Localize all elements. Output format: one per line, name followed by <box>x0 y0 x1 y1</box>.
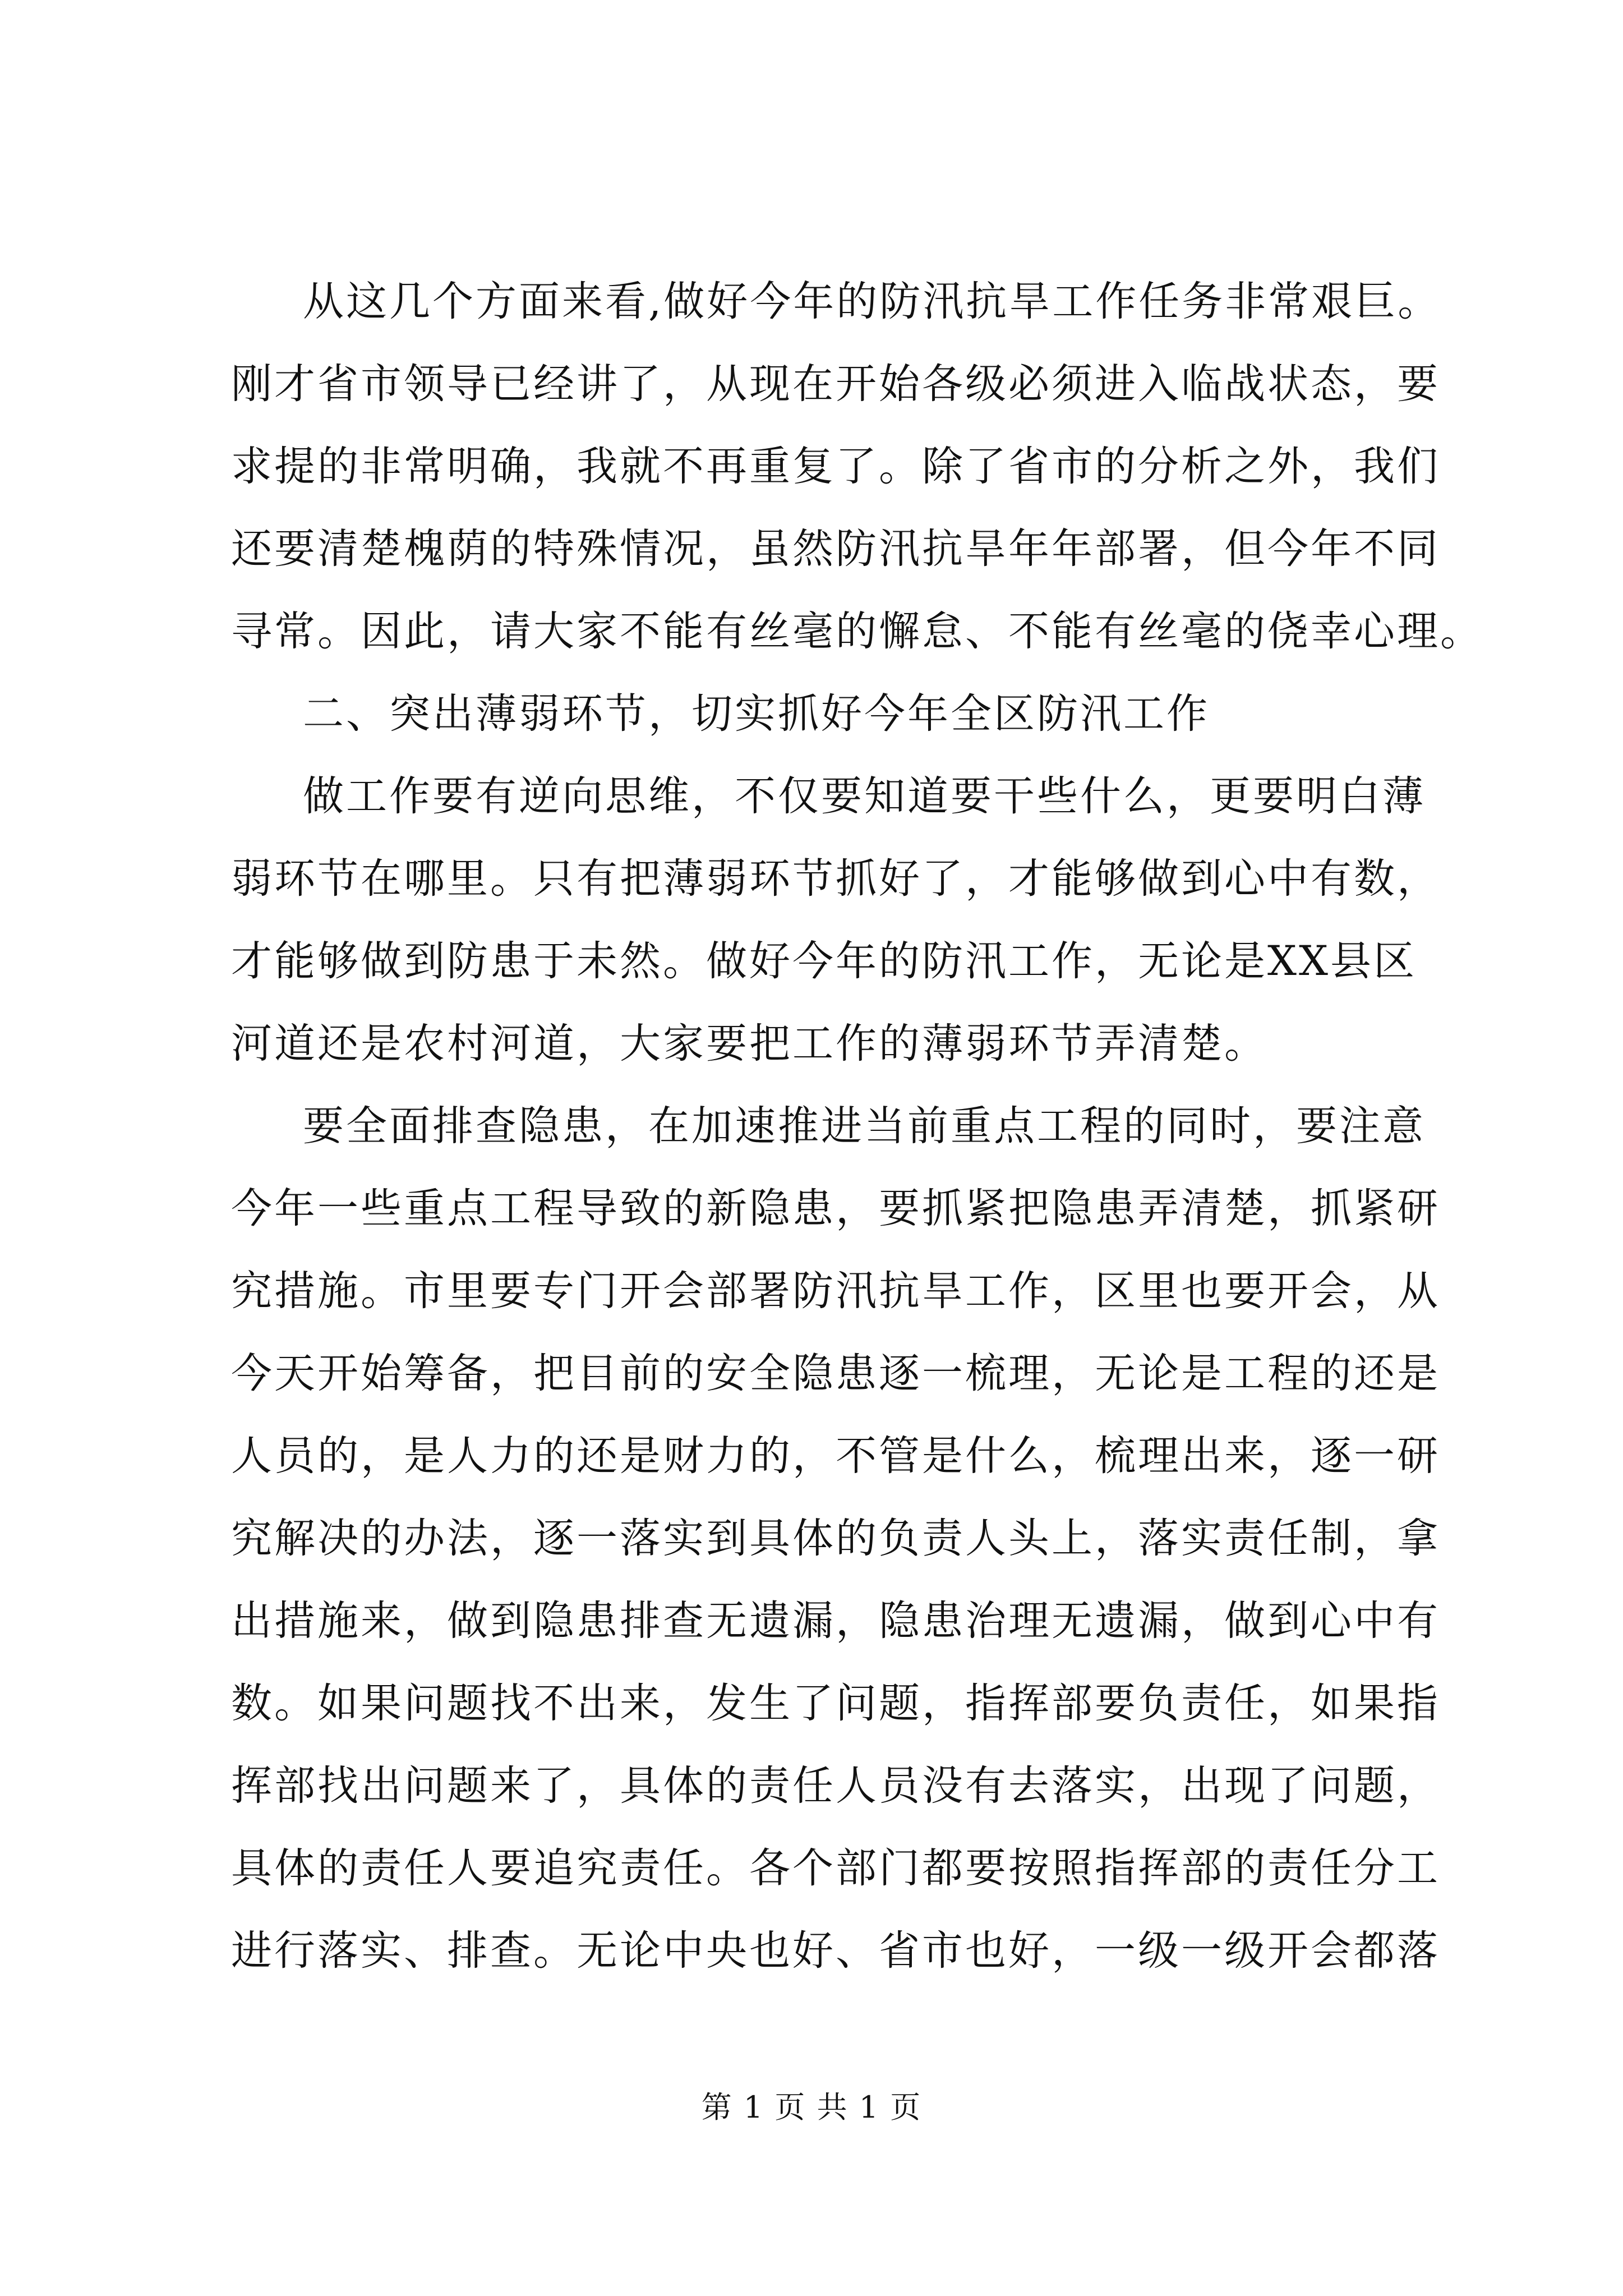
page-footer: 第 1 页 共 1 页 <box>701 2090 922 2125</box>
text-line-19: 挥部找出问题来了，具体的责任人员没有去落实，出现了问题， <box>231 1762 1440 1810</box>
text-line-7: 做工作要有逆向思维，不仅要知道要干些什么，更要明白薄 <box>303 772 1426 820</box>
text-line-13: 究措施。市里要专门开会部署防汛抗旱工作，区里也要开会，从 <box>231 1267 1440 1315</box>
text-line-18: 数。如果问题找不出来，发生了问题，指挥部要负责任，如果指 <box>231 1680 1440 1727</box>
text-line-11: 要全面排查隐患，在加速推进当前重点工程的同时，要注意 <box>303 1102 1426 1150</box>
text-line-8: 弱环节在哪里。只有把薄弱环节抓好了，才能够做到心中有数， <box>231 855 1440 903</box>
text-line-10: 河道还是农村河道，大家要把工作的薄弱环节弄清楚。 <box>231 1020 1267 1068</box>
text-line-16: 究解决的办法，逐一落实到具体的负责人头上，落实责任制，拿 <box>231 1515 1440 1562</box>
text-line-9: 才能够做到防患于未然。做好今年的防汛工作，无论是XX县区 <box>231 937 1417 985</box>
text-line-12: 今年一些重点工程导致的新隐患，要抓紧把隐患弄清楚，抓紧研 <box>231 1185 1440 1232</box>
section-heading: 二、突出薄弱环节，切实抓好今年全区防汛工作 <box>303 690 1210 738</box>
text-line-14: 今天开始筹备，把目前的安全隐患逐一梳理，无论是工程的还是 <box>231 1350 1440 1397</box>
text-line-1: 从这几个方面来看,做好今年的防汛抗旱工作任务非常艰巨。 <box>303 278 1441 325</box>
text-line-5: 寻常。因此，请大家不能有丝毫的懈怠、不能有丝毫的侥幸心理。 <box>231 608 1483 655</box>
text-line-21: 进行落实、排查。无论中央也好、省市也好，一级一级开会都落 <box>231 1927 1440 1975</box>
text-line-20: 具体的责任人要追究责任。各个部门都要按照指挥部的责任分工 <box>231 1844 1440 1892</box>
text-line-2: 刚才省市领导已经讲了，从现在开始各级必须进入临战状态，要 <box>231 360 1440 408</box>
text-line-3: 求提的非常明确，我就不再重复了。除了省市的分析之外，我们 <box>231 443 1440 490</box>
text-line-17: 出措施来，做到隐患排查无遗漏，隐患治理无遗漏，做到心中有 <box>231 1597 1440 1645</box>
text-line-15: 人员的，是人力的还是财力的，不管是什么，梳理出来，逐一研 <box>231 1432 1440 1480</box>
text-line-4: 还要清楚槐荫的特殊情况，虽然防汛抗旱年年部署，但今年不同 <box>231 525 1440 573</box>
